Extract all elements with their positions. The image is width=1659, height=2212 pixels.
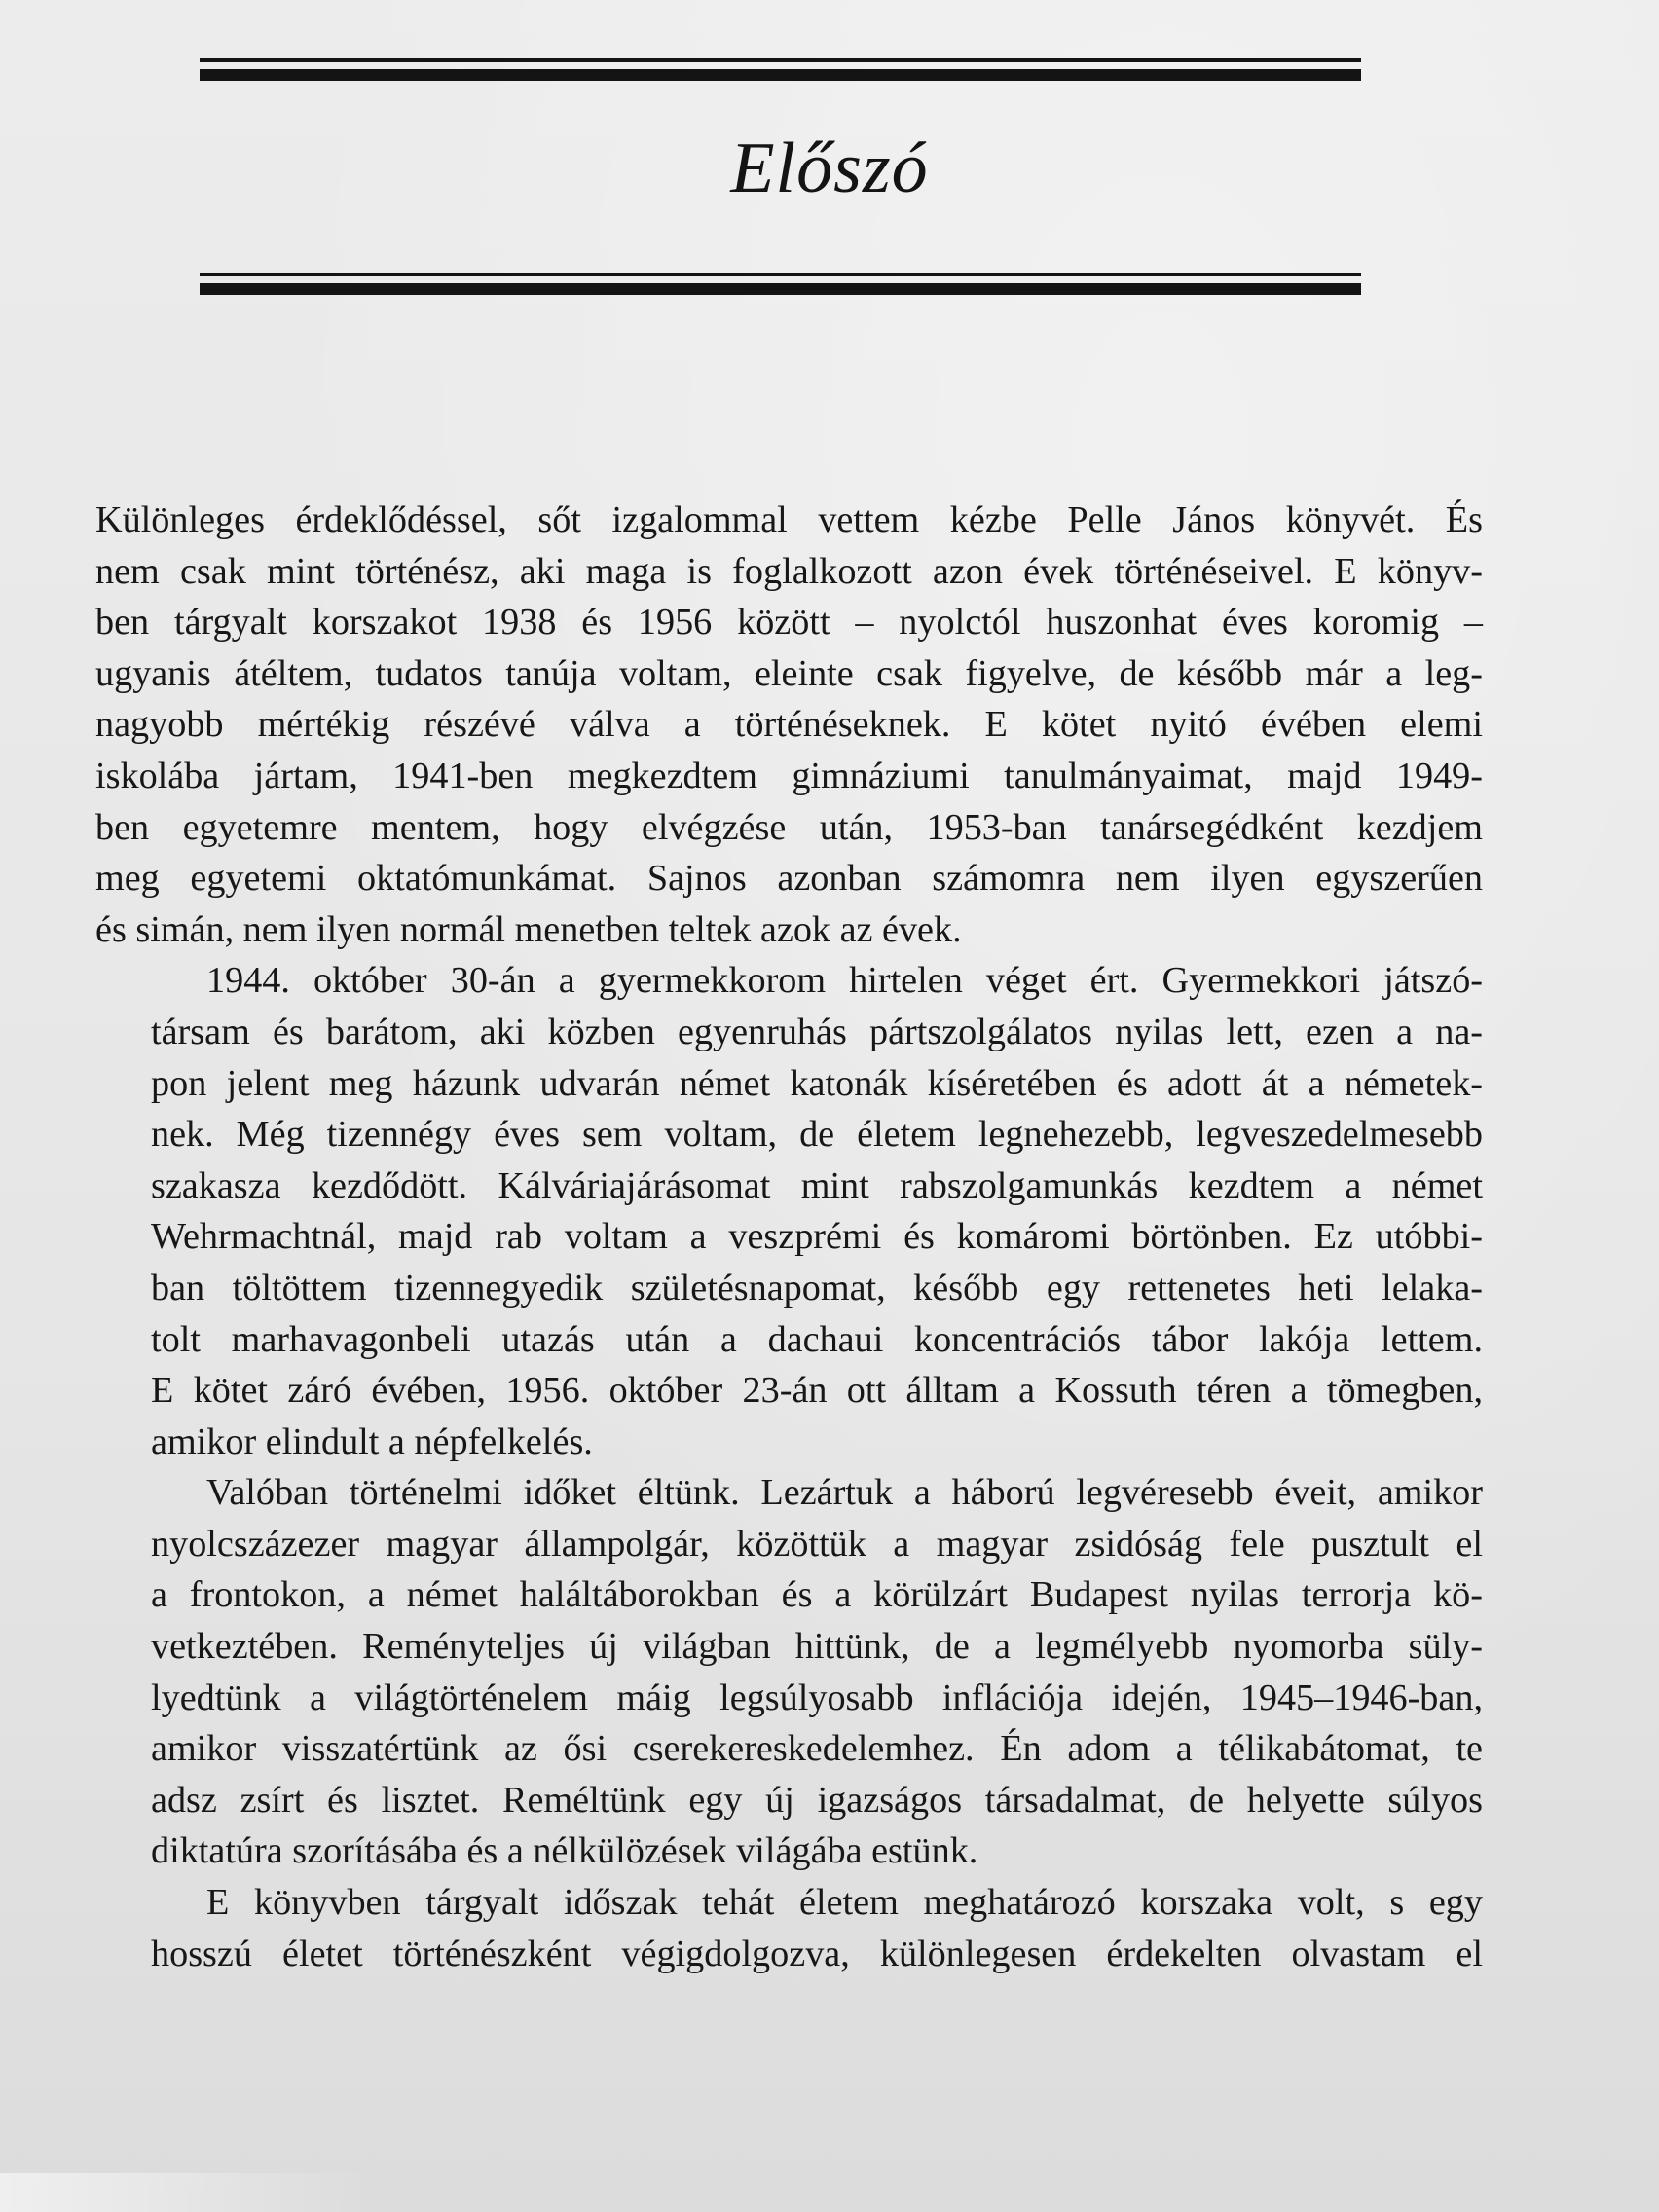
text-line: tolt marhavagonbeli utazás után a dachaui koncentrációs tábor lakója lettem.	[151, 1318, 1483, 1360]
top-thick-rule	[200, 69, 1361, 81]
watermark-fade	[0, 2173, 370, 2212]
text-line: E kötet záró évében, 1956. október 23-án ott álltam a Kossuth téren a tömegben,	[151, 1370, 1483, 1412]
text-line: Wehrmachtnál, majd rab voltam a veszprémi és komáromi börtönben. Ez utóbbi-	[151, 1216, 1483, 1258]
title-top-rule	[200, 58, 1361, 81]
body-text	[95, 495, 1483, 1979]
body-paragraph	[95, 495, 1483, 955]
text-line: adsz zsírt és lisztet. Reméltünk egy új igazságos társadalmat, de helyette súlyos	[151, 1779, 1483, 1821]
text-line: iskolába jártam, 1941-ben megkezdtem gimnáziumi tanulmányaimat, majd 1949-	[95, 755, 1483, 796]
text-line: E könyvben tárgyalt időszak tehát életem meghatározó korszaka volt, s egy	[206, 1882, 1483, 1924]
text-line: pon jelent meg házunk udvarán német katonák kíséretében és adott át a németek-	[151, 1062, 1483, 1104]
text-line: társam és barátom, aki közben egyenruhás pártszolgálatos nyilas lett, ezen a na-	[151, 1011, 1483, 1052]
text-line: Valóban történelmi időket éltünk. Lezártuk a háború legvéresebb éveit, amikor	[206, 1472, 1483, 1514]
top-thin-rule	[200, 58, 1361, 62]
text-line: ban töltöttem tizennegyedik születésnapomat, később egy rettenetes heti lelaka-	[151, 1267, 1483, 1309]
text-line: 1944. október 30-án a gyermekkorom hirtelen véget ért. Gyermekkori játszó-	[206, 960, 1483, 1002]
text-line: nek. Még tizennégy éves sem voltam, de életem legnehezebb, legveszedelmesebb	[151, 1114, 1483, 1156]
text-line: hosszú életet történészként végigdolgozva, különlegesen érdekelten olvastam el	[151, 1933, 1483, 1974]
bottom-thin-rule	[200, 273, 1361, 276]
chapter-title: Előszó	[730, 129, 929, 208]
text-line: a frontokon, a német haláltáborokban és a körülzárt Budapest nyilas terrorja kö-	[151, 1574, 1483, 1616]
title-bottom-rule	[200, 273, 1361, 295]
body-paragraph	[95, 955, 1483, 1467]
text-line: ben tárgyalt korszakot 1938 és 1956 között – nyolctól huszonhat éves koromig –	[95, 602, 1483, 644]
text-line: amikor elindult a népfelkelés.	[151, 1420, 593, 1462]
body-paragraph	[95, 1877, 1483, 1979]
text-line: vetkeztében. Reményteljes új világban hittünk, de a legmélyebb nyomorba süly-	[151, 1626, 1483, 1668]
text-line: szakasza kezdődött. Kálváriajárásomat mint rabszolgamunkás kezdtem a német	[151, 1164, 1483, 1206]
text-line: amikor visszatértünk az ősi cserekereskedelemhez. Én adom a télikabátomat, te	[151, 1728, 1483, 1770]
text-line: ben egyetemre mentem, hogy elvégzése után, 1953-ban tanársegédként kezdjem	[95, 806, 1483, 848]
text-line: nem csak mint történész, aki maga is foglalkozott azon évek történéseivel. E könyv-	[95, 550, 1483, 592]
bottom-thick-rule	[200, 283, 1361, 295]
text-line: nagyobb mértékig részévé válva a történéseknek. E kötet nyitó évében elemi	[95, 704, 1483, 746]
text-line: és simán, nem ilyen normál menetben teltek azok az évek.	[95, 908, 962, 950]
text-line: lyedtünk a világtörténelem máig legsúlyosabb inflációja idején, 1945–1946-ban,	[151, 1677, 1483, 1718]
text-line: ugyanis átéltem, tudatos tanúja voltam, eleinte csak figyelve, de később már a leg-	[95, 652, 1483, 694]
text-line: nyolcszázezer magyar állampolgár, közöttük a magyar zsidóság fele pusztult el	[151, 1523, 1483, 1565]
text-line: diktatúra szorításába és a nélkülözések világába estünk.	[151, 1830, 978, 1872]
text-line: Különleges érdeklődéssel, sőt izgalommal vettem kézbe Pelle János könyvét. És	[95, 499, 1483, 540]
text-line: meg egyetemi oktatómunkámat. Sajnos azonban számomra nem ilyen egyszerűen	[95, 858, 1483, 900]
body-paragraph	[95, 1467, 1483, 1877]
